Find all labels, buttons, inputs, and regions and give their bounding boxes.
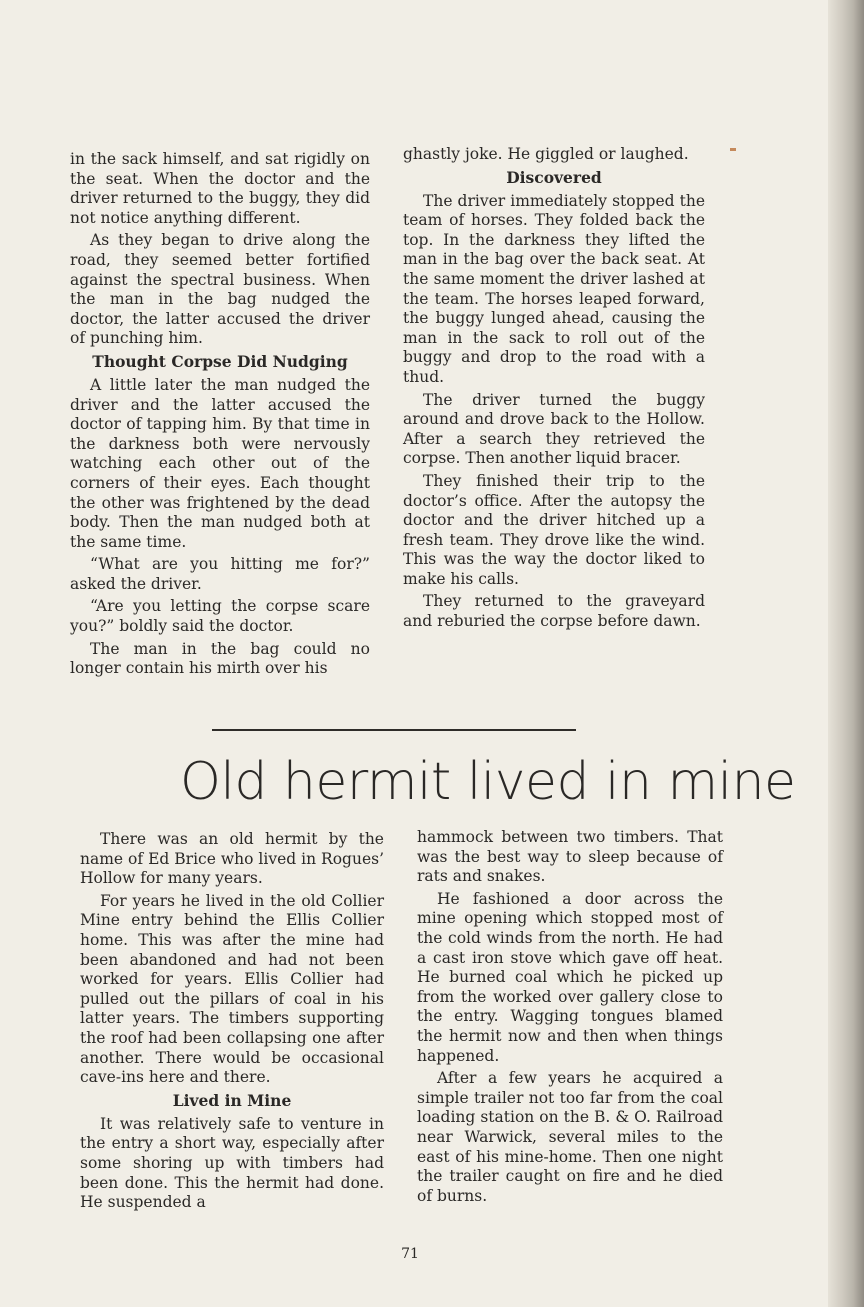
- paragraph: For years he lived in the old Collier Mine entry behind the Ellis Collier home. This was after the mine had been abandoned and had not been worked for years. Ellis Collier had pulled out the pillars of coal in his latter years. The timbers supporting the roof had been collapsing one after another. There would be occasional cave-ins here and there.: [80, 891, 384, 1087]
- paragraph: A little later the man nudged the driver and the latter accused the doctor of tapping him. By that time in the darkness both were nervously watching each other out of the corners of their eyes. Each thought the other was frightened by the dead body. Then the man nudged both at the same time.: [70, 375, 370, 551]
- paragraph: They finished their trip to the doctor’s office. After the autopsy the doctor and the driver hitched up a fresh team. They drove like the wind. This was the way the doctor liked to make his calls.: [403, 471, 705, 588]
- paragraph: in the sack himself, and sat rigidly on the seat. When the doctor and the driver returned to the buggy, they did not notice anything different.: [70, 150, 370, 227]
- paragraph: The man in the bag could no longer contain his mirth over his: [70, 639, 370, 678]
- paragraph: The driver immediately stopped the team of horses. They folded back the top. In the darkness they lifted the man in the bag over the back seat. At the same moment the driver lashed at the team. The horses leaped forward, the buggy lunged ahead, causing the man in the sack to roll out of the buggy and drop to the road with a thud.: [403, 191, 705, 386]
- section-heading: Discovered: [506, 167, 602, 187]
- left-column-top: [70, 150, 370, 682]
- right-column-top: [403, 145, 705, 635]
- ink-mark: [730, 148, 736, 151]
- paragraph: There was an old hermit by the name of Ed Brice who lived in Rogues’ Hollow for many years.: [80, 830, 384, 888]
- article-right-column: [417, 828, 723, 1209]
- page-number: 71: [401, 1246, 419, 1262]
- paragraph: hammock between two timbers. That was the best way to sleep because of rats and snakes.: [417, 828, 723, 886]
- paragraph: They returned to the graveyard and reburied the corpse before dawn.: [403, 592, 705, 631]
- section-heading: Lived in Mine: [172, 1090, 292, 1110]
- paragraph: As they began to drive along the road, they seemed better fortified against the spectral business. When the man in the bag nudged the doctor, the latter accused the driver of punching him.: [70, 231, 370, 348]
- paragraph: The driver turned the buggy around and drove back to the Hollow. After a search they retrieved the corpse. Then another liquid bracer.: [403, 390, 705, 468]
- article-title: Old hermit lived in mine: [180, 752, 796, 812]
- paragraph: It was relatively safe to venture in the entry a short way, especially after some shoring up with timbers had been done. This the hermit had done. He suspended a: [80, 1114, 384, 1212]
- divider-rule: [212, 729, 576, 731]
- paragraph: “Are you letting the corpse scare you?” boldly said the doctor.: [70, 597, 370, 636]
- article-left-column: [80, 830, 384, 1216]
- paragraph: “What are you hitting me for?” asked the driver.: [70, 555, 370, 593]
- section-heading: Thought Corpse Did Nudging: [92, 351, 348, 371]
- page-edge-shadow: [828, 0, 864, 1307]
- paragraph: After a few years he acquired a simple trailer not too far from the coal loading station on the B. & O. Railroad near Warwick, several miles to the east of his mine-home. Then one night the trailer caught on fire and he died of burns.: [417, 1069, 723, 1205]
- paragraph: ghastly joke. He giggled or laughed.: [403, 145, 689, 163]
- paragraph: He fashioned a door across the mine opening which stopped most of the cold winds from the north. He had a cast iron stove which gave off heat. He burned coal which he picked up from the worked over gallery close to the entry. Wagging tongues blamed the hermit now and then when things happened.: [417, 889, 723, 1065]
